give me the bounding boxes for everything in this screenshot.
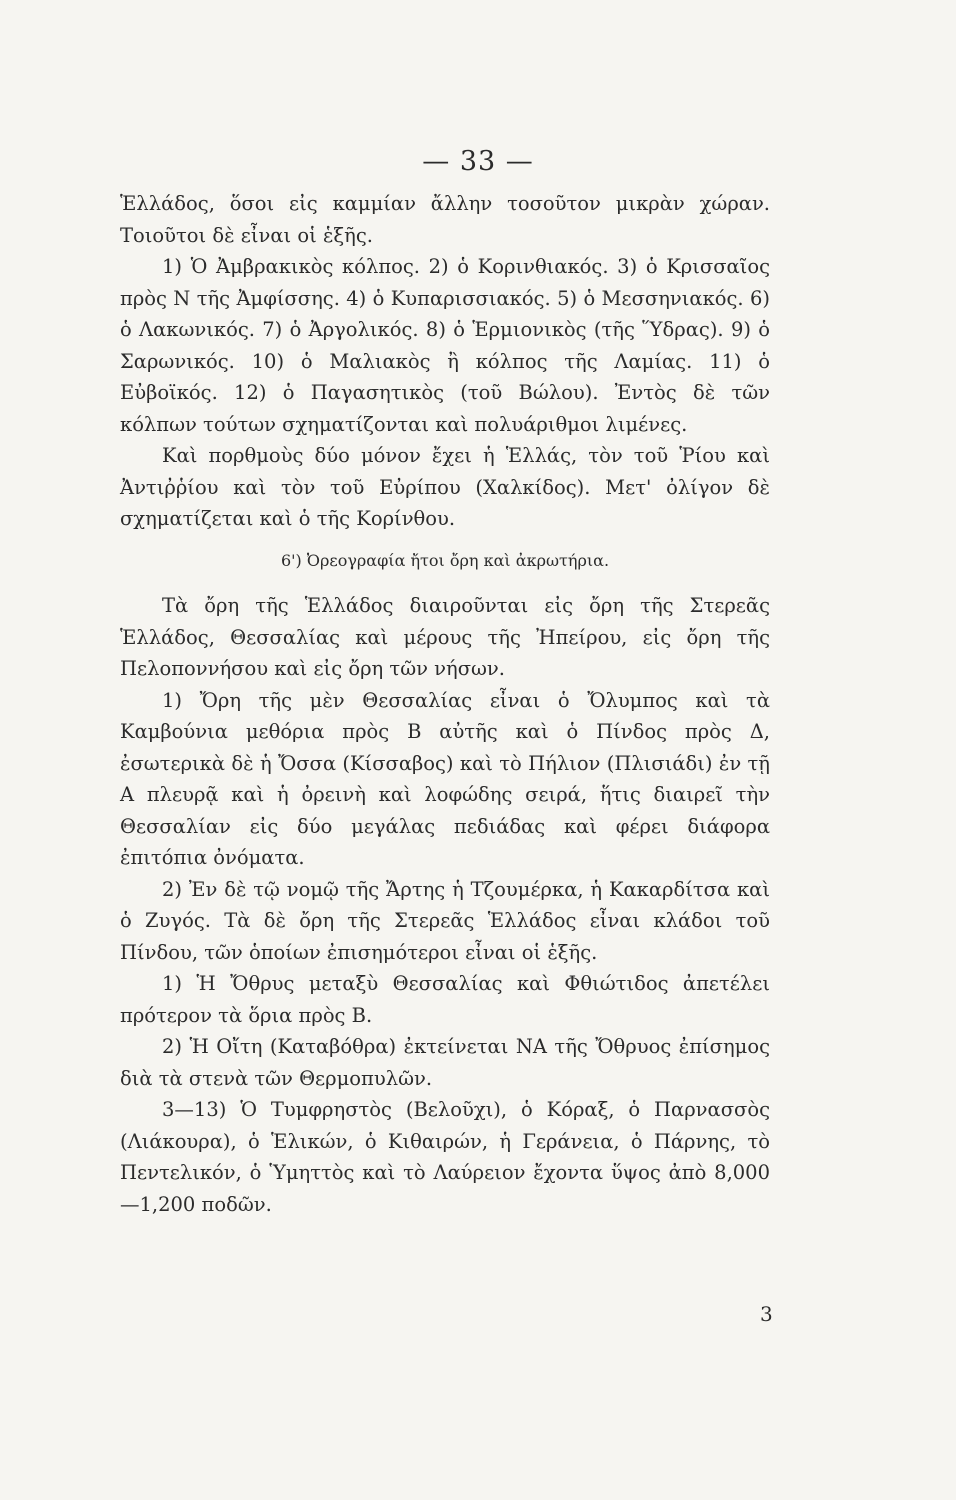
- page-number-header: — 33 —: [422, 146, 534, 177]
- paragraph: 2) Ἐν δὲ τῷ νομῷ τῆς Ἄρτης ἡ Τζουμέρκα, ἡ Κακαρδίτσα καὶ ὁ Ζυγός. Τὰ δὲ ὄρη τῆς Στερεᾶς Ἑλλάδος εἶναι κλάδοι τοῦ Πίνδου, τῶν ὁποίων ἐπισημότεροι εἶναι οἱ ἑξῆς.: [120, 877, 770, 964]
- paragraph: 2) Ἡ Οἴτη (Καταβόθρα) ἐκτείνεται ΝΑ τῆς Ὄθρυος ἐπίσημος διὰ τὰ στενὰ τῶν Θερμοπυλῶν.: [120, 1035, 770, 1090]
- signature-mark: 3: [760, 1302, 773, 1326]
- paragraph: 3—13) Ὁ Τυμφρηστὸς (Βελοῦχι), ὁ Κόραξ, ὁ Παρνασσὸς (Λιάκουρα), ὁ Ἑλικών, ὁ Κιθαιρών, ἡ Γεράνεια, ὁ Πάρνης, τὸ Πεντελικόν, ὁ Ὑμηττὸς καὶ τὸ Λαύρειον ἔχοντα ὕψος ἀπὸ 8,000—1,200 ποδῶν.: [120, 1098, 770, 1216]
- paragraph: Τὰ ὄρη τῆς Ἑλλάδος διαιροῦνται εἰς ὄρη τῆς Στερεᾶς Ἑλλάδος, Θεσσαλίας καὶ μέρους τῆς Ἠπείρου, εἰς ὄρη τῆς Πελοποννήσου καὶ εἰς ὄρη τῶν νήσων.: [120, 594, 770, 680]
- paragraph: 1) Ἡ Ὄθρυς μεταξὺ Θεσσαλίας καὶ Φθιώτιδος ἀπετέλει πρότερον τὰ ὅρια πρὸς Β.: [120, 972, 770, 1027]
- paragraph: Ἑλλάδος, ὅσοι εἰς καμμίαν ἄλλην τοσοῦτον μικρὰν χώραν. Τοιοῦτοι δὲ εἶναι οἱ ἑξῆς.: [120, 192, 770, 247]
- paragraph: Καὶ πορθμοὺς δύο μόνον ἔχει ἡ Ἑλλάς, τὸν τοῦ Ῥίου καὶ Ἀντιῤῥίου καὶ τὸν τοῦ Εὐρίπου (Χαλκίδος). Μετ' ὀλίγον δὲ σχηματίζεται καὶ ὁ τῆς Κορίνθου.: [120, 444, 770, 530]
- page-text: [120, 188, 770, 1220]
- paragraph: 1) Ὁ Ἀμβρακικὸς κόλπος. 2) ὁ Κορινθιακός. 3) ὁ Κρισσαῖος πρὸς Ν τῆς Ἀμφίσσης. 4) ὁ Κυπαρισσιακός. 5) ὁ Μεσσηνιακός. 6) ὁ Λακωνικός. 7) ὁ Ἀργολικός. 8) ὁ Ἑρμιονικὸς (τῆς Ὕδρας). 9) ὁ Σαρωνικός. 10) ὁ Μαλιακὸς ἢ κόλπος τῆς Λαμίας. 11) ὁ Εὐβοϊκός. 12) ὁ Παγασητικὸς (τοῦ Βώλου). Ἐντὸς δὲ τῶν κόλπων τούτων σχηματίζονται καὶ πολυάριθμοι λιμένες.: [120, 255, 770, 436]
- section-title: 6') Ὀρεογραφία ἤτοι ὄρη καὶ ἀκρωτήρια.: [280, 550, 610, 570]
- paragraph: 1) Ὄρη τῆς μὲν Θεσσαλίας εἶναι ὁ Ὄλυμπος καὶ τὰ Καμβούνια μεθόρια πρὸς Β αὐτῆς καὶ ὁ Πίνδος πρὸς Δ, ἐσωτερικὰ δὲ ἡ Ὄσσα (Κίσσαβος) καὶ τὸ Πήλιον (Πλισιάδι) ἐν τῇ Α πλευρᾷ καὶ ἡ ὀρεινὴ καὶ λοφώδης σειρά, ἥτις διαιρεῖ τὴν Θεσσαλίαν εἰς δύο μεγάλας πεδιάδας καὶ φέρει διάφορα ἐπιτόπια ὀνόματα.: [120, 688, 770, 869]
